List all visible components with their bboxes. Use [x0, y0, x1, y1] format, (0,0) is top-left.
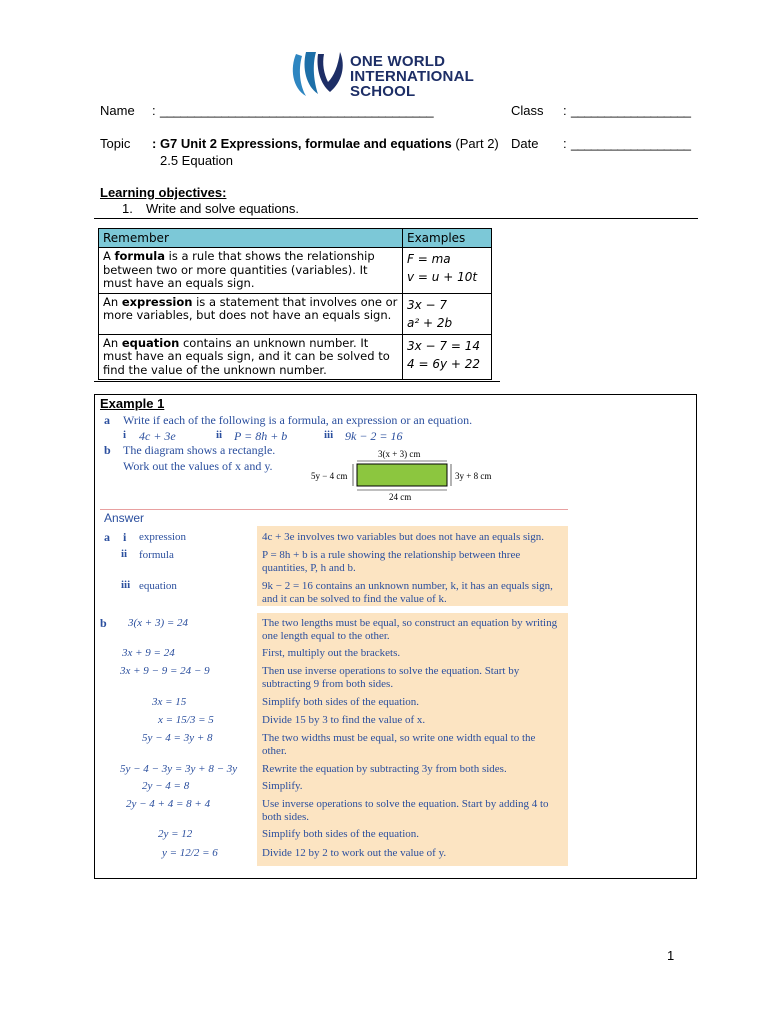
- term-expression: expression: [121, 294, 193, 309]
- term-equation: equation: [121, 335, 180, 350]
- class-colon: :: [563, 103, 567, 118]
- answer-heading: Answer: [104, 511, 145, 525]
- answer-a-i-num: i: [123, 530, 127, 544]
- objectives-divider: [94, 218, 698, 219]
- logo-line-3: SCHOOL: [350, 83, 416, 100]
- date-field[interactable]: __________________: [571, 136, 691, 151]
- topic-subtitle: 2.5 Equation: [160, 153, 234, 168]
- example-formula-2: v = u + 10t: [407, 270, 478, 284]
- date-colon: :: [563, 136, 567, 151]
- answer-a-iii-num: iii: [121, 579, 131, 591]
- example-title: Example 1: [100, 396, 165, 411]
- examples-cell: [403, 293, 492, 334]
- question-a-iii-label: iii: [324, 429, 334, 441]
- answer-a-ii-explanation: P = 8h + b is a rule showing the relationship between three quantities, P, h and b.: [262, 549, 521, 574]
- topic-title: : G7 Unit 2 Expressions, formulae and equations: [152, 136, 452, 151]
- answer-b-work-10: 2y = 12: [158, 828, 193, 840]
- table-row: [99, 293, 492, 334]
- date-label: Date: [511, 136, 539, 151]
- answer-b-explanation-3: Then use inverse operations to solve the equation. Start by subtracting 9 from both sides.: [262, 665, 520, 690]
- answer-a-label: a: [104, 530, 110, 544]
- example-expression-1: 3x − 7: [407, 297, 448, 312]
- answer-b-work-3: 3x + 9 − 9 = 24 − 9: [120, 665, 210, 677]
- name-field[interactable]: ________________________________________: [160, 103, 434, 118]
- page-number: 1: [667, 948, 675, 963]
- example-equation-2: 4 = 6y + 22: [407, 356, 481, 371]
- question-a-label: a: [104, 413, 110, 427]
- answer-b-explanation-7: Rewrite the equation by subtracting 3y from both sides.: [262, 763, 507, 775]
- question-a-ii-label: ii: [216, 429, 223, 441]
- answer-a-ii-word: formula: [139, 549, 174, 561]
- name-label: Name: [100, 103, 135, 118]
- objectives-heading: Learning objectives:: [100, 185, 227, 200]
- topic-label: Topic: [100, 136, 131, 151]
- answer-a-ii-num: ii: [121, 548, 128, 560]
- answer-divider: [100, 509, 568, 510]
- answer-b-work-7: 5y − 4 − 3y = 3y + 8 − 3y: [120, 763, 238, 775]
- question-b-line-2: Work out the values of x and y.: [123, 459, 273, 473]
- definition-cell: An expression is a statement that involves one or more variables, but does not have an equals sign.: [99, 293, 403, 334]
- question-a-i-expr: 4c + 3e: [139, 429, 176, 443]
- question-a-ii-expr: P = 8h + b: [234, 429, 288, 443]
- answer-a-iii-word: equation: [139, 580, 177, 592]
- question-b-line-1: The diagram shows a rectangle.: [123, 443, 276, 457]
- question-b-label: b: [104, 443, 111, 457]
- answer-b-explanation-6: The two widths must be equal, so write one width equal to the other.: [262, 732, 536, 757]
- answer-b-work-1: 3(x + 3) = 24: [128, 617, 189, 629]
- topic-value: [152, 136, 499, 151]
- class-field[interactable]: __________________: [571, 103, 691, 118]
- question-a-i-label: i: [123, 429, 127, 441]
- answer-b-explanation-9: Use inverse operations to solve the equation. Start by adding 4 to both sides.: [262, 798, 549, 823]
- answer-b-work-2: 3x + 9 = 24: [122, 647, 175, 659]
- definition-cell: An equation contains an unknown number. It must have an equals sign, and it can be solved to find the value of the unknown number.: [99, 334, 403, 380]
- logo-line-1: ONE WORLD: [350, 53, 446, 70]
- question-a-iii-expr: 9k − 2 = 16: [345, 429, 403, 443]
- term-formula: formula: [114, 249, 165, 263]
- class-label: Class: [511, 103, 544, 118]
- answer-b-work-8: 2y − 4 = 8: [142, 780, 190, 792]
- topic-part: (Part 2): [451, 136, 499, 151]
- rect-bottom-label: 24 cm: [389, 492, 412, 502]
- rectangle-diagram: [350, 458, 456, 494]
- school-logo-icon: [288, 48, 348, 100]
- name-colon: :: [152, 103, 156, 118]
- rect-right-label: 3y + 8 cm: [455, 471, 492, 481]
- question-a-text: Write if each of the following is a formula, an expression or an equation.: [123, 413, 473, 427]
- definition-cell: A formula is a rule that shows the relationship between two or more quantities (variables). It must have an equals sign.: [99, 248, 403, 294]
- example-equation-1: 3x − 7 = 14: [407, 338, 481, 353]
- green-rectangle: [357, 464, 447, 486]
- logo-line-2: INTERNATIONAL: [350, 68, 474, 85]
- examples-col-header: Examples: [403, 229, 492, 248]
- example-expression-2: a² + 2b: [407, 315, 453, 330]
- answer-b-work-9: 2y − 4 + 4 = 8 + 4: [126, 798, 211, 810]
- objective-item: Write and solve equations.: [146, 201, 299, 216]
- answer-b-work-6: 5y − 4 = 3y + 8: [142, 732, 213, 744]
- rect-left-label: 5y − 4 cm: [311, 471, 348, 481]
- answer-b-work-5: x = 15/3 = 5: [158, 714, 214, 726]
- school-logo: [288, 48, 488, 100]
- answer-b-explanation-5: Divide 15 by 3 to find the value of x.: [262, 714, 426, 726]
- answer-b-explanation-1: The two lengths must be equal, so construct an equation by writing one length equal to the other.: [262, 617, 558, 642]
- answer-a-i-explanation: 4c + 3e involves two variables but does not have an equals sign.: [262, 531, 545, 543]
- answer-b-explanation-2: First, multiply out the brackets.: [262, 647, 401, 659]
- remember-table-header: [99, 229, 492, 248]
- answer-b-explanation-8: Simplify.: [262, 780, 303, 792]
- table-row: [99, 334, 492, 380]
- answer-b-work-4: 3x = 15: [152, 696, 187, 708]
- examples-cell: [403, 334, 492, 380]
- table-row: [99, 248, 492, 294]
- rect-top-label: 3(x + 3) cm: [378, 449, 421, 459]
- examples-cell: [403, 248, 492, 294]
- answer-b-explanation-11: Divide 12 by 2 to work out the value of y.: [262, 847, 447, 859]
- answer-b-explanation-4: Simplify both sides of the equation.: [262, 696, 420, 708]
- remember-table: [98, 228, 492, 380]
- answer-a-i-word: expression: [139, 531, 187, 543]
- remember-col-header: Remember: [99, 229, 403, 248]
- objective-number: 1.: [122, 201, 133, 216]
- answer-a-iii-explanation: 9k − 2 = 16 contains an unknown number, k, it has an equals sign, and it can be solved to find the value of k.: [262, 580, 553, 605]
- answer-b-label: b: [100, 616, 107, 630]
- table-divider: [94, 381, 500, 382]
- answer-b-work-11: y = 12/2 = 6: [162, 847, 218, 859]
- answer-b-explanation-10: Simplify both sides of the equation.: [262, 828, 420, 840]
- example-formula-1: F = ma: [407, 252, 451, 266]
